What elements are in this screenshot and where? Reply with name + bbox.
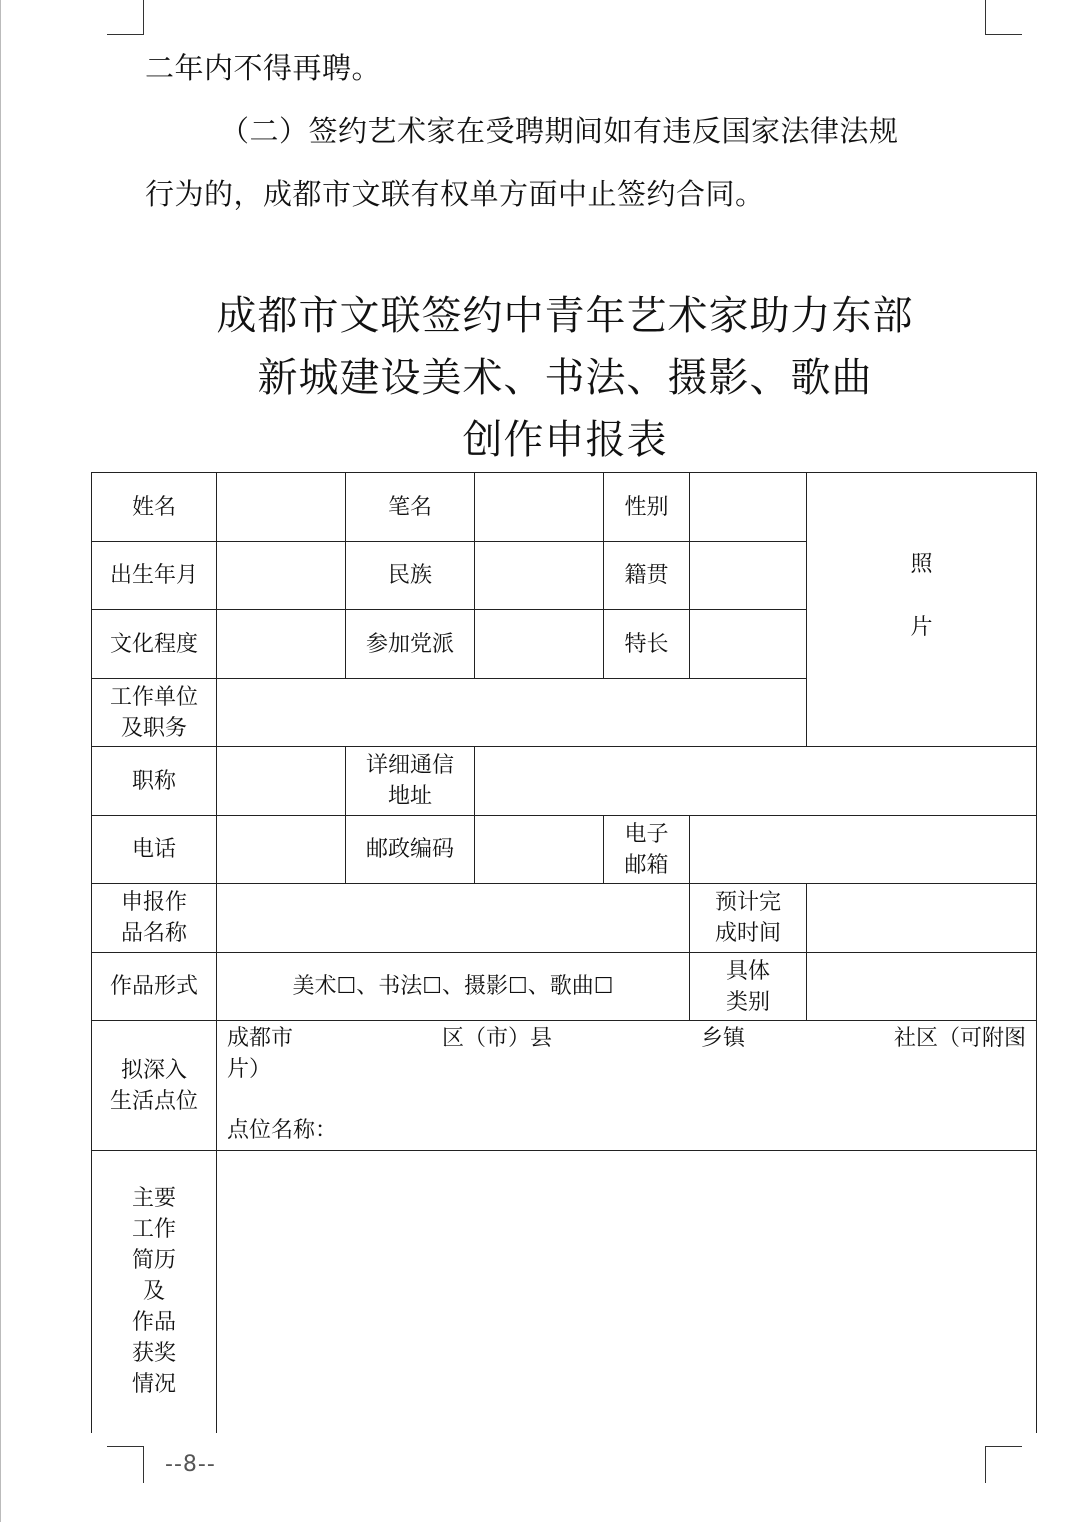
intro-line-3: 行为的，成都市文联有权单方面中止签约合同。 — [145, 177, 765, 211]
resume-label-1: 主要 — [131, 1186, 176, 1212]
label-hometown: 籍贯 — [604, 542, 690, 610]
input-postcode[interactable] — [475, 816, 604, 884]
label-location-line-2: 生活点位 — [109, 1088, 198, 1114]
label-location — [92, 1021, 217, 1151]
label-education: 文化程度 — [92, 610, 217, 679]
crop-mark-bottom-right — [985, 1446, 1022, 1483]
label-category-line-1: 具体 — [725, 958, 770, 984]
input-work-name[interactable] — [217, 884, 690, 953]
label-work-name-line-2: 品名称 — [120, 921, 187, 946]
table-row — [92, 473, 1037, 542]
location-site-name: 点位名称： — [227, 1118, 338, 1143]
label-ethnicity: 民族 — [346, 542, 475, 610]
location-district: 区（市）县 — [441, 1026, 552, 1051]
label-email-line-2: 邮箱 — [624, 852, 669, 878]
label-address-line-1: 详细通信 — [365, 753, 454, 778]
resume-label-2: 工作 — [131, 1217, 176, 1243]
table-row — [92, 953, 1037, 1021]
label-eta-line-1: 预计完 — [714, 890, 781, 915]
location-community: 社区（可附图 — [893, 1026, 1026, 1051]
input-pen-name[interactable] — [475, 473, 604, 542]
resume-label-7: 情况 — [131, 1372, 176, 1398]
label-work-unit-line-2: 及职务 — [120, 715, 187, 741]
photo-box[interactable] — [807, 473, 1037, 747]
intro-line-1: 二年内不得再聘。 — [145, 51, 382, 85]
resume-label-5: 作品 — [131, 1310, 176, 1336]
resume-label-6: 获奖 — [131, 1341, 176, 1367]
photo-label-1: 照 — [910, 551, 933, 577]
form-title-line-3: 创作申报表 — [462, 417, 668, 463]
label-gender: 性别 — [604, 473, 690, 542]
input-category[interactable] — [807, 953, 1037, 1021]
label-pen-name: 笔名 — [346, 473, 475, 542]
location-town: 乡镇 — [700, 1026, 745, 1051]
table-row — [92, 747, 1037, 816]
input-resume[interactable] — [217, 1151, 1037, 1433]
label-birth: 出生年月 — [92, 542, 217, 610]
location-address-cont: 片） — [227, 1057, 272, 1082]
resume-label-4: 及 — [142, 1279, 165, 1305]
crop-mark-top-right — [985, 0, 1022, 35]
label-work-name-line-1: 申报作 — [120, 890, 187, 915]
label-work-unit — [92, 679, 217, 747]
input-eta[interactable] — [807, 884, 1037, 953]
input-location[interactable] — [217, 1021, 1037, 1151]
table-row — [92, 1021, 1037, 1151]
label-specialty: 特长 — [604, 610, 690, 679]
page-left-edge — [0, 0, 1, 1522]
input-specialty[interactable] — [690, 610, 807, 679]
location-address-line — [227, 1023, 1026, 1054]
table-row — [92, 1151, 1037, 1433]
label-work-name — [92, 884, 217, 953]
label-category — [690, 953, 807, 1021]
label-postcode: 邮政编码 — [346, 816, 475, 884]
input-name[interactable] — [217, 473, 346, 542]
label-category-line-2: 类别 — [725, 989, 770, 1015]
table-row — [92, 816, 1037, 884]
label-work-form: 作品形式 — [92, 953, 217, 1021]
label-party: 参加党派 — [346, 610, 475, 679]
label-eta-line-2: 成时间 — [714, 921, 781, 946]
table-row — [92, 884, 1037, 953]
input-phone[interactable] — [217, 816, 346, 884]
photo-label-2: 片 — [910, 614, 933, 640]
input-education[interactable] — [217, 610, 346, 679]
label-email-line-1: 电子 — [624, 821, 669, 847]
input-party[interactable] — [475, 610, 604, 679]
input-ethnicity[interactable] — [475, 542, 604, 610]
work-form-options[interactable]: 美术☐、书法☐、摄影☐、歌曲☐ — [217, 953, 690, 1021]
label-phone: 电话 — [92, 816, 217, 884]
input-address[interactable] — [475, 747, 1037, 816]
input-job-title[interactable] — [217, 747, 346, 816]
label-name: 姓名 — [92, 473, 217, 542]
input-work-unit[interactable] — [217, 679, 807, 747]
label-email — [604, 816, 690, 884]
label-work-unit-line-1: 工作单位 — [109, 684, 198, 710]
crop-mark-top-left — [107, 0, 144, 35]
input-email[interactable] — [690, 816, 1037, 884]
input-gender[interactable] — [690, 473, 807, 542]
label-address — [346, 747, 475, 816]
label-location-line-1: 拟深入 — [120, 1057, 187, 1083]
input-hometown[interactable] — [690, 542, 807, 610]
resume-label-3: 简历 — [131, 1248, 176, 1274]
form-title-line-1: 成都市文联签约中青年艺术家助力东部 — [216, 293, 914, 339]
form-title-line-2: 新城建设美术、书法、摄影、歌曲 — [257, 355, 873, 401]
page-number: --8-- — [165, 1452, 216, 1477]
input-birth[interactable] — [217, 542, 346, 610]
label-resume — [92, 1151, 217, 1433]
crop-mark-bottom-left — [107, 1446, 144, 1483]
intro-line-2: （二）签约艺术家在受聘期间如有违反国家法律法规 — [220, 114, 899, 148]
label-address-line-2: 地址 — [387, 784, 432, 809]
label-eta — [690, 884, 807, 953]
label-job-title: 职称 — [92, 747, 217, 816]
application-form-table — [91, 472, 1037, 1433]
location-city: 成都市 — [227, 1026, 294, 1051]
